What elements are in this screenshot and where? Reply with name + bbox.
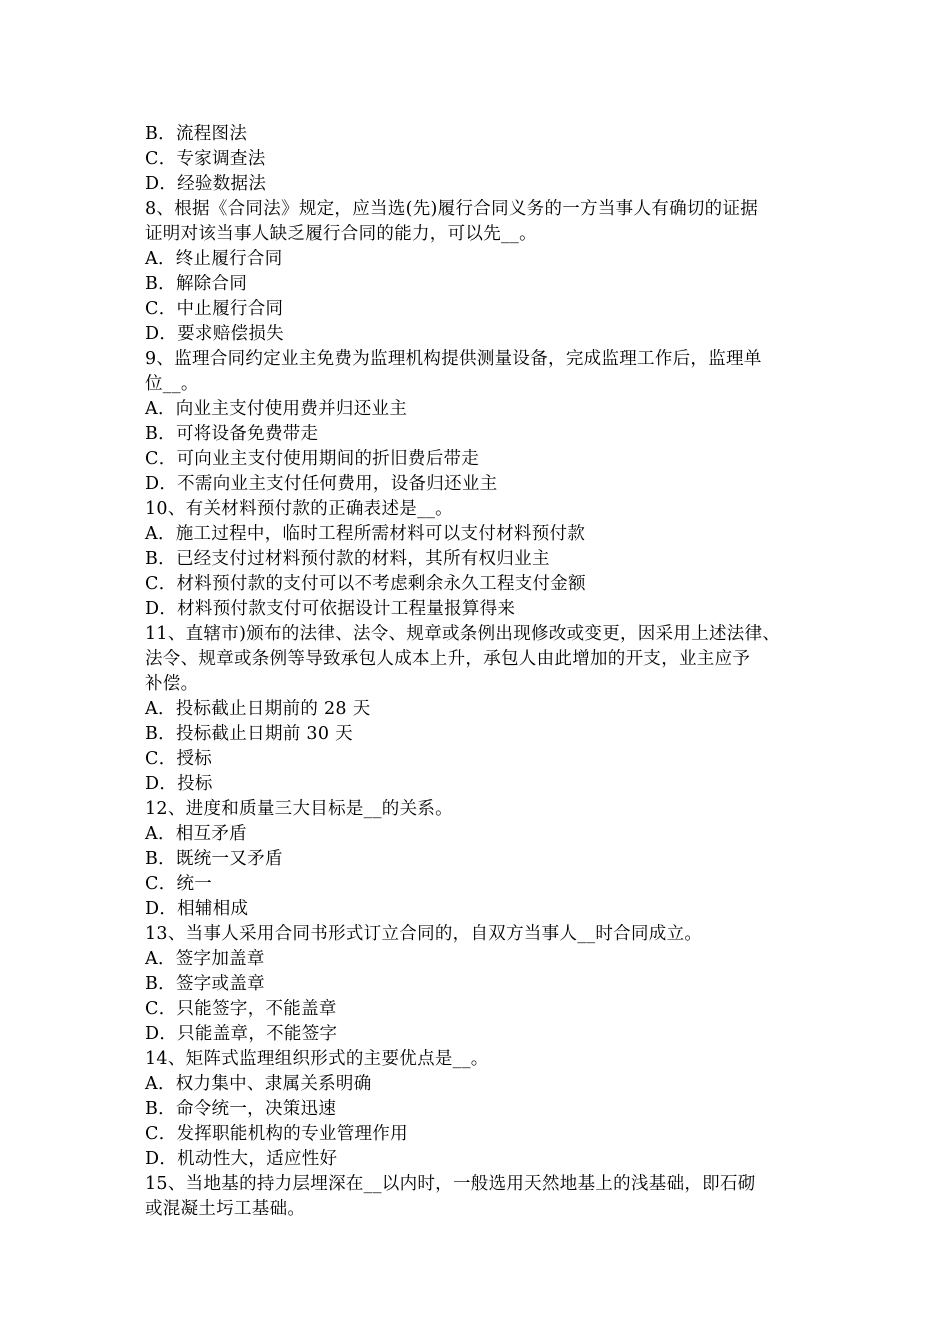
option-line: C．中止履行合同 bbox=[145, 299, 284, 319]
option-line: D．相辅相成 bbox=[145, 899, 249, 919]
option-line: D．机动性大，适应性好 bbox=[145, 1149, 338, 1169]
question-line: 证明对该当事人缺乏履行合同的能力，可以先__。 bbox=[145, 224, 537, 244]
option-line: D．投标 bbox=[145, 774, 213, 794]
option-line: B．签字或盖章 bbox=[145, 974, 265, 994]
option-line: D．只能盖章，不能签字 bbox=[145, 1024, 338, 1044]
option-line: C．只能签字，不能盖章 bbox=[145, 999, 337, 1019]
text-line: D．经验数据法 bbox=[145, 174, 267, 194]
option-line: C．材料预付款的支付可以不考虑剩余永久工程支付金额 bbox=[145, 574, 586, 594]
option-line: B．命令统一，决策迅速 bbox=[145, 1099, 337, 1119]
option-line: A．权力集中、隶属关系明确 bbox=[145, 1074, 372, 1094]
option-line: D．材料预付款支付可依据设计工程量报算得来 bbox=[145, 599, 516, 619]
question-line: 14、矩阵式监理组织形式的主要优点是__。 bbox=[145, 1049, 489, 1069]
question-line: 10、有关材料预付款的正确表述是__。 bbox=[145, 499, 453, 519]
option-line: C．授标 bbox=[145, 749, 213, 769]
text-line: C．专家调查法 bbox=[145, 149, 266, 169]
question-line: 法令、规章或条例等导致承包人成本上升，承包人由此增加的开支，业主应予 bbox=[145, 649, 751, 669]
option-line: A．施工过程中，临时工程所需材料可以支付材料预付款 bbox=[145, 524, 586, 544]
question-line: 9、监理合同约定业主免费为监理机构提供测量设备，完成监理工作后，监理单 bbox=[145, 349, 762, 369]
question-line: 补偿。 bbox=[145, 674, 199, 694]
option-line: B．可将设备免费带走 bbox=[145, 424, 319, 444]
document-page bbox=[145, 122, 815, 1222]
option-line: A．相互矛盾 bbox=[145, 824, 247, 844]
option-line: B．既统一又矛盾 bbox=[145, 849, 283, 869]
option-line: D．不需向业主支付任何费用，设备归还业主 bbox=[145, 474, 498, 494]
option-line: B．已经支付过材料预付款的材料，其所有权归业主 bbox=[145, 549, 550, 569]
option-line: C．发挥职能机构的专业管理作用 bbox=[145, 1124, 408, 1144]
option-line: B．投标截止日期前 30 天 bbox=[145, 724, 353, 744]
option-line: C．统一 bbox=[145, 874, 213, 894]
option-line: A．终止履行合同 bbox=[145, 249, 283, 269]
question-line: 13、当事人采用合同书形式订立合同的，自双方当事人__时合同成立。 bbox=[145, 924, 703, 944]
question-line: 或混凝土圬工基础。 bbox=[145, 1199, 306, 1219]
option-line: D．要求赔偿损失 bbox=[145, 324, 284, 344]
question-line: 位__。 bbox=[145, 374, 199, 394]
text-line: B．流程图法 bbox=[145, 124, 248, 144]
option-line: A．投标截止日期前的 28 天 bbox=[145, 699, 371, 719]
option-line: A．向业主支付使用费并归还业主 bbox=[145, 399, 408, 419]
option-line: A．签字加盖章 bbox=[145, 949, 265, 969]
option-line: B．解除合同 bbox=[145, 274, 248, 294]
question-line: 8、根据《合同法》规定，应当选(先)履行合同义务的一方当事人有确切的证据 bbox=[145, 199, 759, 219]
option-line: C．可向业主支付使用期间的折旧费后带走 bbox=[145, 449, 480, 469]
question-line: 11、直辖市)颁布的法律、法令、规章或条例出现修改或变更，因采用上述法律、 bbox=[145, 624, 781, 644]
question-line: 12、进度和质量三大目标是__的关系。 bbox=[145, 799, 453, 819]
question-line: 15、当地基的持力层埋深在__以内时，一般选用天然地基上的浅基础，即石砌 bbox=[145, 1174, 756, 1194]
